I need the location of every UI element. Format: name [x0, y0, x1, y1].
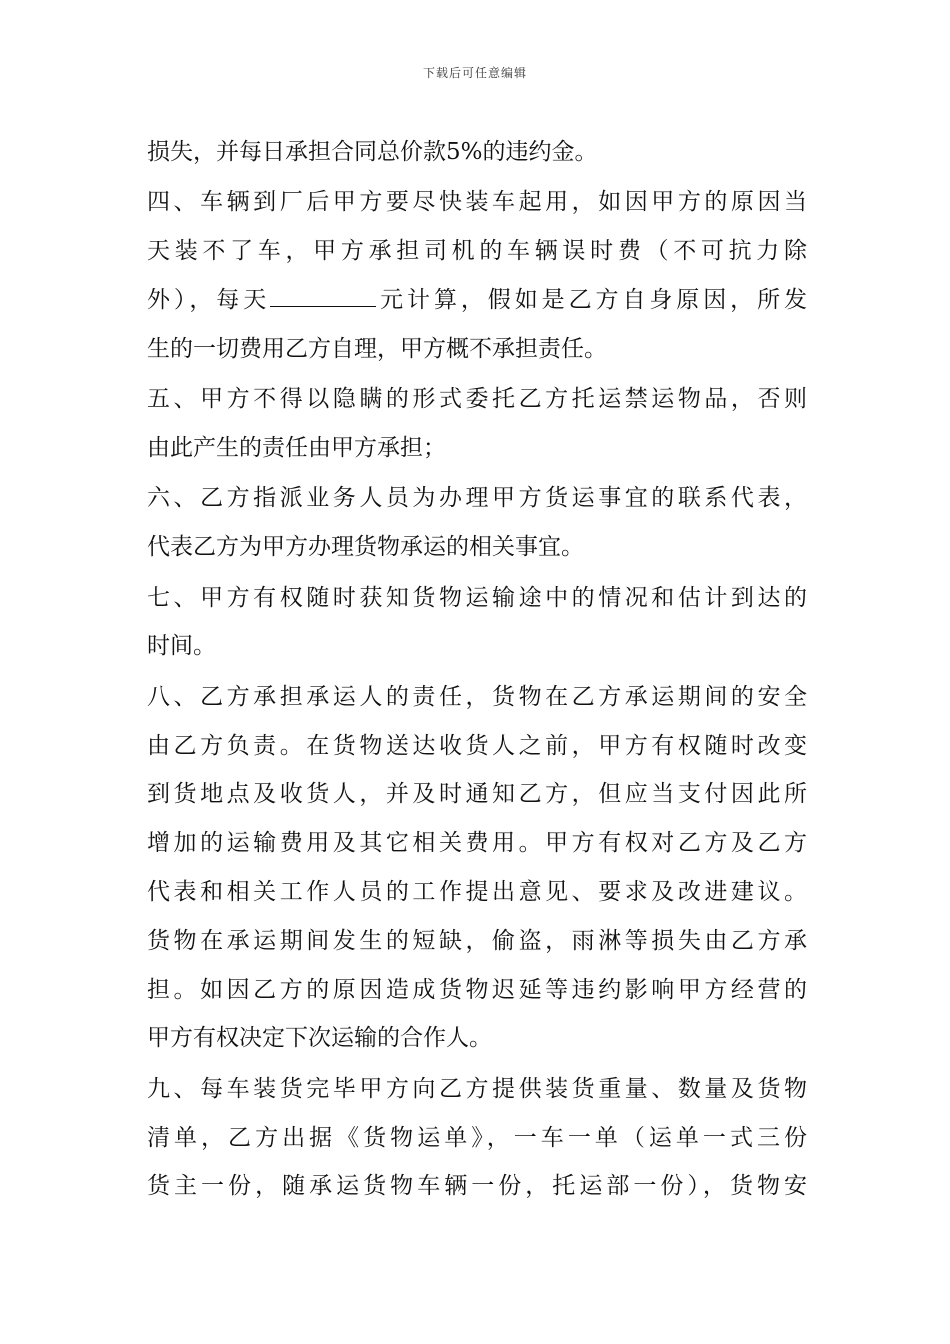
paragraph-clause-9: [147, 1065, 807, 1211]
paragraph-clause-8: [147, 673, 807, 1063]
text-line-with-blank: [147, 276, 807, 325]
text-before-blank: 外），每天: [147, 286, 271, 313]
paragraph-continuation: [147, 128, 807, 177]
text-line: 四、车辆到厂后甲方要尽快装车起用，如因甲方的原因当: [147, 189, 807, 216]
text-line: 货物在承运期间发生的短缺，偷盗，雨淋等损失由乙方承: [147, 927, 807, 954]
document-body: [147, 128, 807, 1213]
text-line: 五、甲方不得以隐瞒的形式委托乙方托运禁运物品，否则: [147, 386, 807, 413]
paragraph-clause-5: [147, 375, 807, 473]
text-line: 代表乙方为甲方办理货物承运的相关事宜。: [147, 534, 584, 561]
text-line: 天装不了车，甲方承担司机的车辆误时费（不可抗力除: [147, 238, 807, 265]
text-line: 九、每车装货完毕甲方向乙方提供装货重量、数量及货物: [147, 1075, 807, 1102]
text-line: 由乙方负责。在货物送达收货人之前，甲方有权随时改变: [147, 732, 807, 759]
paragraph-clause-4: [147, 178, 807, 373]
text-line: 六、乙方指派业务人员为办理甲方货运事宜的联系代表，: [147, 485, 807, 512]
text-line: 由此产生的责任由甲方承担；: [147, 434, 446, 461]
paragraph-clause-6: [147, 474, 807, 572]
text-after-blank: 元计算，假如是乙方自身原因，所发: [376, 286, 808, 313]
page-header: 下载后可任意编辑: [422, 66, 527, 80]
paragraph-clause-7: [147, 574, 807, 672]
text-line: 八、乙方承担承运人的责任，货物在乙方承运期间的安全: [147, 683, 807, 710]
text-line: 到货地点及收货人，并及时通知乙方，但应当支付因此所: [147, 781, 807, 808]
text-line: 七、甲方有权随时获知货物运输途中的情况和估计到达的: [147, 584, 807, 611]
text-line: 清单，乙方出据《货物运单》，一车一单（运单一式三份: [147, 1124, 807, 1151]
text-line: 生的一切费用乙方自理，甲方概不承担责任。: [147, 335, 607, 362]
text-line: 代表和相关工作人员的工作提出意见、要求及改进建议。: [147, 878, 807, 905]
text-line: 增加的运输费用及其它相关费用。甲方有权对乙方及乙方: [147, 830, 807, 857]
fill-in-blank: [270, 286, 376, 307]
text-line: 货主一份，随承运货物车辆一份，托运部一份），货物安: [147, 1173, 807, 1200]
text-line: 时间。: [147, 633, 216, 660]
text-line: 损失，并每日承担合同总价款5%的违约金。: [147, 139, 598, 165]
text-line: 担。如因乙方的原因造成货物迟延等违约影响甲方经营的: [147, 976, 807, 1003]
text-line: 甲方有权决定下次运输的合作人。: [147, 1025, 492, 1052]
